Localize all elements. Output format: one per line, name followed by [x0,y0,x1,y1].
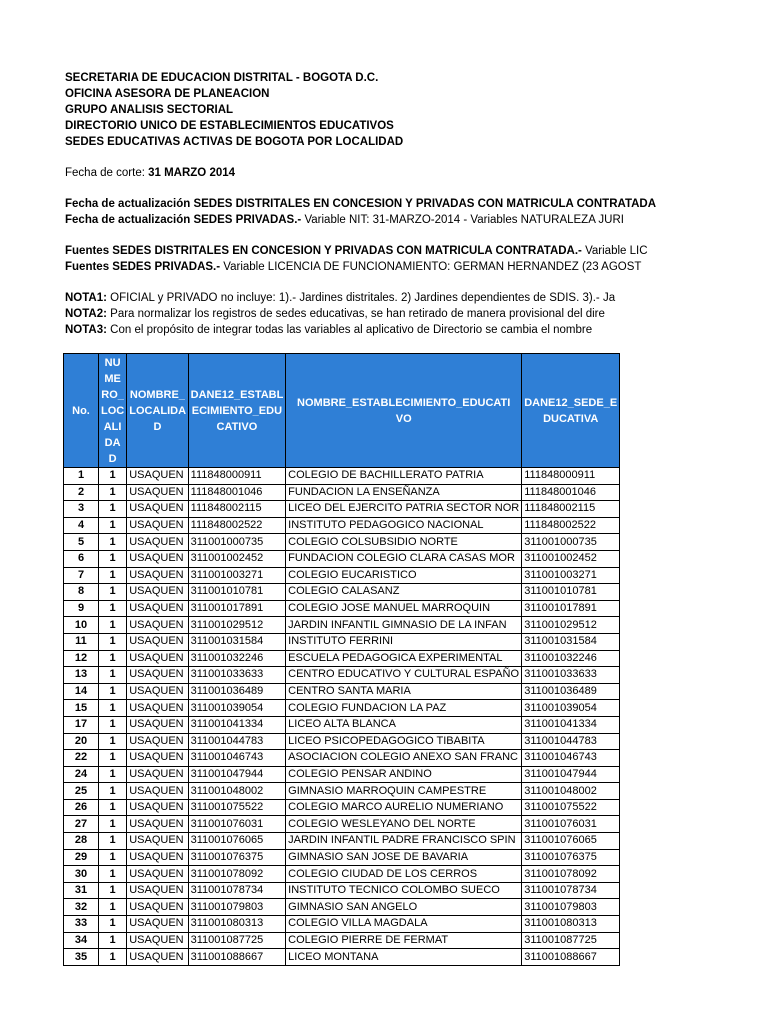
cell-nombre-establecimiento: COLEGIO MARCO AURELIO NUMERIANO [286,799,522,816]
cell-dane12-sede: 311001087725 [522,932,620,949]
cell-numero-localidad: 1 [99,949,127,966]
cell-nombre-localidad: USAQUEN [127,816,188,833]
table-row [64,650,620,667]
table-row [64,916,620,933]
cell-nombre-establecimiento: GIMNASIO MARROQUIN CAMPESTRE [286,783,522,800]
cell-dane12-sede: 311001048002 [522,783,620,800]
header-line-2: OFICINA ASESORA DE PLANEACION [65,88,270,100]
cell-no: 33 [64,916,99,933]
note-1 [65,291,616,305]
cell-nombre-localidad: USAQUEN [127,733,188,750]
cell-no: 12 [64,650,99,667]
cell-nombre-establecimiento: GIMNASIO SAN ANGELO [286,899,522,916]
table-row [64,899,620,916]
cell-nombre-establecimiento: COLEGIO COLSUBSIDIO NORTE [286,534,522,551]
cell-numero-localidad: 1 [99,617,127,634]
cell-nombre-establecimiento: COLEGIO FUNDACION LA PAZ [286,700,522,717]
cell-numero-localidad: 1 [99,468,127,485]
note-3-text: Con el propósito de integrar todas las variables al aplicativo de Directorio se cambia el nombre [106,324,593,336]
table-row [64,550,620,567]
cell-dane12-establecimiento: 311001076065 [188,833,286,850]
sources-2-bold: Fuentes SEDES PRIVADAS.- [65,261,221,273]
cell-nombre-establecimiento: LICEO DEL EJERCITO PATRIA SECTOR NOR [286,501,522,518]
cell-nombre-establecimiento: COLEGIO CALASANZ [286,584,522,601]
cell-nombre-establecimiento: JARDIN INFANTIL GIMNASIO DE LA INFAN [286,617,522,634]
cell-dane12-establecimiento: 311001044783 [188,733,286,750]
header-line-4: DIRECTORIO UNICO DE ESTABLECIMIENTOS EDUCATIVOS [65,120,394,132]
table-row [64,733,620,750]
cell-dane12-establecimiento: 311001088667 [188,949,286,966]
cell-no: 9 [64,600,99,617]
cell-nombre-localidad: USAQUEN [127,799,188,816]
update-2-label: Fecha de actualización [65,214,194,226]
cell-dane12-establecimiento: 311001078734 [188,882,286,899]
cell-numero-localidad: 1 [99,667,127,684]
table-row [64,849,620,866]
cell-no: 26 [64,799,99,816]
table-row [64,783,620,800]
cell-numero-localidad: 1 [99,750,127,767]
cell-dane12-establecimiento: 311001079803 [188,899,286,916]
cell-dane12-establecimiento: 311001076375 [188,849,286,866]
table-header [64,354,620,468]
table-row [64,766,620,783]
cell-nombre-localidad: USAQUEN [127,617,188,634]
cell-dane12-sede: 311001000735 [522,534,620,551]
table-row [64,716,620,733]
cell-no: 27 [64,816,99,833]
cell-no: 34 [64,932,99,949]
sources-line-2 [65,260,642,274]
cell-nombre-establecimiento: GIMNASIO SAN JOSE DE BAVARIA [286,849,522,866]
cell-nombre-localidad: USAQUEN [127,501,188,518]
note-3-label: NOTA3: [65,324,107,336]
cell-nombre-localidad: USAQUEN [127,866,188,883]
cell-numero-localidad: 1 [99,484,127,501]
cell-nombre-localidad: USAQUEN [127,833,188,850]
cell-numero-localidad: 1 [99,882,127,899]
cell-nombre-localidad: USAQUEN [127,750,188,767]
cell-no: 22 [64,750,99,767]
cell-numero-localidad: 1 [99,700,127,717]
sources-2-rest: Variable LICENCIA DE FUNCIONAMIENTO: GERMAN HERNANDEZ (23 AGOST [220,261,642,273]
cell-dane12-sede: 311001088667 [522,949,620,966]
cell-dane12-sede: 311001078734 [522,882,620,899]
update-2-rest: Variable NIT: 31-MARZO-2014 - Variables NATURALEZA JURI [301,214,624,226]
col-header-numero-localidad: NU ME RO_ LOC ALI DA D [99,354,127,468]
cell-dane12-establecimiento: 311001010781 [188,584,286,601]
cell-nombre-localidad: USAQUEN [127,468,188,485]
cell-no: 4 [64,517,99,534]
cell-nombre-localidad: USAQUEN [127,584,188,601]
note-1-label: NOTA1: [65,292,107,304]
header-line-5: SEDES EDUCATIVAS ACTIVAS DE BOGOTA POR LOCALIDAD [65,136,404,148]
cell-no: 30 [64,866,99,883]
cell-numero-localidad: 1 [99,650,127,667]
update-1-value: SEDES DISTRITALES EN CONCESION Y PRIVADAS CON MATRICULA CONTRATADA [193,198,657,210]
cell-no: 15 [64,700,99,717]
cell-dane12-establecimiento: 311001076031 [188,816,286,833]
cell-dane12-establecimiento: 311001087725 [188,932,286,949]
note-2 [65,307,605,321]
cutoff-value: 31 MARZO 2014 [148,167,236,179]
header-line-3: GRUPO ANALISIS SECTORIAL [65,104,234,116]
cell-nombre-localidad: USAQUEN [127,899,188,916]
cell-numero-localidad: 1 [99,501,127,518]
note-2-label: NOTA2: [65,308,107,320]
cell-dane12-sede: 311001017891 [522,600,620,617]
cell-nombre-establecimiento: FUNDACION COLEGIO CLARA CASAS MOR [286,550,522,567]
cell-numero-localidad: 1 [99,550,127,567]
cell-no: 8 [64,584,99,601]
cell-nombre-establecimiento: COLEGIO DE BACHILLERATO PATRIA [286,468,522,485]
table-row [64,667,620,684]
cell-nombre-localidad: USAQUEN [127,667,188,684]
cell-no: 28 [64,833,99,850]
cell-no: 1 [64,468,99,485]
cell-nombre-establecimiento: JARDIN INFANTIL PADRE FRANCISCO SPIN [286,833,522,850]
cell-nombre-establecimiento: INSTITUTO TECNICO COLOMBO SUECO [286,882,522,899]
col-header-no: No. [64,354,99,468]
cell-no: 5 [64,534,99,551]
cell-nombre-localidad: USAQUEN [127,633,188,650]
note-1-text: OFICIAL y PRIVADO no incluye: 1).- Jardines distritales. 2) Jardines dependientes de SDIS. 3).- Ja [106,292,616,304]
cell-nombre-localidad: USAQUEN [127,600,188,617]
cell-numero-localidad: 1 [99,600,127,617]
cell-dane12-establecimiento: 311001041334 [188,716,286,733]
cell-dane12-establecimiento: 111848000911 [188,468,286,485]
cell-numero-localidad: 1 [99,932,127,949]
cell-dane12-sede: 311001029512 [522,617,620,634]
cell-nombre-localidad: USAQUEN [127,683,188,700]
cell-dane12-sede: 311001076375 [522,849,620,866]
cell-nombre-establecimiento: ASOCIACION COLEGIO ANEXO SAN FRANC [286,750,522,767]
cell-nombre-establecimiento: COLEGIO PIERRE DE FERMAT [286,932,522,949]
cell-nombre-localidad: USAQUEN [127,949,188,966]
cell-nombre-localidad: USAQUEN [127,849,188,866]
cell-dane12-establecimiento: 311001048002 [188,783,286,800]
table-row [64,750,620,767]
table-row [64,799,620,816]
sources-1-bold: Fuentes SEDES DISTRITALES EN CONCESION Y PRIVADAS CON MATRICULA CONTRATADA.- [65,245,582,257]
cell-dane12-establecimiento: 311001002452 [188,550,286,567]
cutoff-date [65,166,235,180]
cell-nombre-localidad: USAQUEN [127,882,188,899]
col-header-nombre-establecimiento: NOMBRE_ESTABLECIMIENTO_EDUCATI VO [286,354,522,468]
cell-dane12-sede: 111848002115 [522,501,620,518]
cell-nombre-establecimiento: COLEGIO EUCARISTICO [286,567,522,584]
cell-nombre-localidad: USAQUEN [127,567,188,584]
cell-dane12-establecimiento: 311001031584 [188,633,286,650]
cell-numero-localidad: 1 [99,534,127,551]
cell-dane12-establecimiento: 311001080313 [188,916,286,933]
establishments-table [63,353,620,966]
cell-nombre-establecimiento: COLEGIO JOSE MANUEL MARROQUIN [286,600,522,617]
cell-nombre-establecimiento: COLEGIO PENSAR ANDINO [286,766,522,783]
cell-dane12-sede: 311001080313 [522,916,620,933]
cell-dane12-sede: 311001039054 [522,700,620,717]
cell-nombre-establecimiento: LICEO PSICOPEDAGOGICO TIBABITA [286,733,522,750]
cell-nombre-establecimiento: LICEO MONTANA [286,949,522,966]
cell-nombre-establecimiento: COLEGIO WESLEYANO DEL NORTE [286,816,522,833]
cell-dane12-establecimiento: 311001075522 [188,799,286,816]
cell-numero-localidad: 1 [99,584,127,601]
table-body [64,468,620,966]
cell-numero-localidad: 1 [99,899,127,916]
table-row [64,501,620,518]
table-row [64,584,620,601]
cell-numero-localidad: 1 [99,866,127,883]
cell-dane12-establecimiento: 311001078092 [188,866,286,883]
cell-nombre-localidad: USAQUEN [127,517,188,534]
table-row [64,866,620,883]
cell-nombre-establecimiento: CENTRO EDUCATIVO Y CULTURAL ESPAÑO [286,667,522,684]
table-row [64,700,620,717]
sources-line-1 [65,244,648,258]
cell-dane12-establecimiento: 311001033633 [188,667,286,684]
cell-nombre-localidad: USAQUEN [127,534,188,551]
cell-dane12-sede: 311001031584 [522,633,620,650]
cell-no: 35 [64,949,99,966]
cell-dane12-establecimiento: 311001029512 [188,617,286,634]
cell-numero-localidad: 1 [99,783,127,800]
table-row [64,517,620,534]
table-row [64,617,620,634]
cell-numero-localidad: 1 [99,517,127,534]
cell-dane12-establecimiento: 111848002115 [188,501,286,518]
cell-dane12-sede: 311001044783 [522,733,620,750]
cell-numero-localidad: 1 [99,633,127,650]
cell-no: 17 [64,716,99,733]
cell-dane12-establecimiento: 111848002522 [188,517,286,534]
cell-nombre-localidad: USAQUEN [127,766,188,783]
cell-dane12-sede: 311001076031 [522,816,620,833]
table-row [64,600,620,617]
cell-no: 25 [64,783,99,800]
update-line-2 [65,213,624,227]
update-line-1 [65,197,657,211]
cell-dane12-sede: 311001076065 [522,833,620,850]
cutoff-label: Fecha de corte: [65,167,149,179]
cell-no: 11 [64,633,99,650]
col-header-dane12-establecimiento: DANE12_ESTABL ECIMIENTO_EDU CATIVO [188,354,286,468]
cell-nombre-localidad: USAQUEN [127,783,188,800]
cell-nombre-establecimiento: INSTITUTO FERRINI [286,633,522,650]
cell-numero-localidad: 1 [99,766,127,783]
cell-no: 13 [64,667,99,684]
cell-nombre-localidad: USAQUEN [127,550,188,567]
cell-dane12-sede: 311001010781 [522,584,620,601]
table-row [64,816,620,833]
note-2-text: Para normalizar los registros de sedes educativas, se han retirado de manera provisional del dire [106,308,605,320]
cell-dane12-sede: 311001033633 [522,667,620,684]
cell-dane12-sede: 311001047944 [522,766,620,783]
cell-no: 31 [64,882,99,899]
cell-dane12-sede: 311001079803 [522,899,620,916]
cell-dane12-sede: 111848001046 [522,484,620,501]
cell-numero-localidad: 1 [99,683,127,700]
table-row [64,484,620,501]
cell-numero-localidad: 1 [99,833,127,850]
cell-dane12-establecimiento: 111848001046 [188,484,286,501]
cell-nombre-establecimiento: LICEO ALTA BLANCA [286,716,522,733]
cell-no: 14 [64,683,99,700]
cell-dane12-establecimiento: 311001039054 [188,700,286,717]
cell-no: 3 [64,501,99,518]
cell-numero-localidad: 1 [99,849,127,866]
note-3 [65,323,591,337]
cell-no: 2 [64,484,99,501]
cell-nombre-establecimiento: COLEGIO CIUDAD DE LOS CERROS [286,866,522,883]
cell-nombre-establecimiento: FUNDACION LA ENSEÑANZA [286,484,522,501]
table-row [64,567,620,584]
cell-dane12-sede: 311001003271 [522,567,620,584]
table-header-row [64,354,620,468]
cell-dane12-sede: 311001046743 [522,750,620,767]
cell-no: 32 [64,899,99,916]
table-row [64,468,620,485]
cell-nombre-establecimiento: COLEGIO VILLA MAGDALA [286,916,522,933]
cell-no: 24 [64,766,99,783]
cell-no: 29 [64,849,99,866]
cell-nombre-localidad: USAQUEN [127,700,188,717]
cell-dane12-establecimiento: 311001000735 [188,534,286,551]
cell-dane12-sede: 311001002452 [522,550,620,567]
cell-dane12-sede: 311001075522 [522,799,620,816]
cell-dane12-establecimiento: 311001046743 [188,750,286,767]
cell-numero-localidad: 1 [99,733,127,750]
cell-dane12-establecimiento: 311001036489 [188,683,286,700]
cell-nombre-establecimiento: CENTRO SANTA MARIA [286,683,522,700]
cell-dane12-establecimiento: 311001003271 [188,567,286,584]
header-line-1: SECRETARIA DE EDUCACION DISTRITAL - BOGOTA D.C. [65,72,379,84]
cell-dane12-sede: 111848000911 [522,468,620,485]
cell-numero-localidad: 1 [99,567,127,584]
table-row [64,949,620,966]
cell-dane12-establecimiento: 311001047944 [188,766,286,783]
sources-1-rest: Variable LIC [581,245,648,257]
cell-numero-localidad: 1 [99,716,127,733]
cell-nombre-localidad: USAQUEN [127,484,188,501]
cell-no: 6 [64,550,99,567]
update-1-label: Fecha de actualización [65,198,194,210]
cell-numero-localidad: 1 [99,916,127,933]
cell-dane12-sede: 311001078092 [522,866,620,883]
col-header-dane12-sede: DANE12_SEDE_E DUCATIVA [522,354,620,468]
cell-nombre-localidad: USAQUEN [127,932,188,949]
cell-numero-localidad: 1 [99,799,127,816]
table-row [64,882,620,899]
cell-dane12-establecimiento: 311001017891 [188,600,286,617]
cell-dane12-sede: 311001041334 [522,716,620,733]
cell-no: 20 [64,733,99,750]
cell-dane12-sede: 311001032246 [522,650,620,667]
table-row [64,534,620,551]
col-header-nombre-localidad: NOMBRE_ LOCALIDA D [127,354,188,468]
cell-dane12-sede: 111848002522 [522,517,620,534]
update-2-bold: SEDES PRIVADAS.- [193,214,302,226]
cell-nombre-localidad: USAQUEN [127,650,188,667]
table-row [64,633,620,650]
cell-nombre-localidad: USAQUEN [127,916,188,933]
cell-nombre-localidad: USAQUEN [127,716,188,733]
cell-dane12-establecimiento: 311001032246 [188,650,286,667]
cell-nombre-establecimiento: ESCUELA PEDAGOGICA EXPERIMENTAL [286,650,522,667]
cell-no: 10 [64,617,99,634]
table-row [64,833,620,850]
cell-nombre-establecimiento: INSTITUTO PEDAGOGICO NACIONAL [286,517,522,534]
table-row [64,932,620,949]
table-row [64,683,620,700]
cell-dane12-sede: 311001036489 [522,683,620,700]
cell-no: 7 [64,567,99,584]
cell-numero-localidad: 1 [99,816,127,833]
